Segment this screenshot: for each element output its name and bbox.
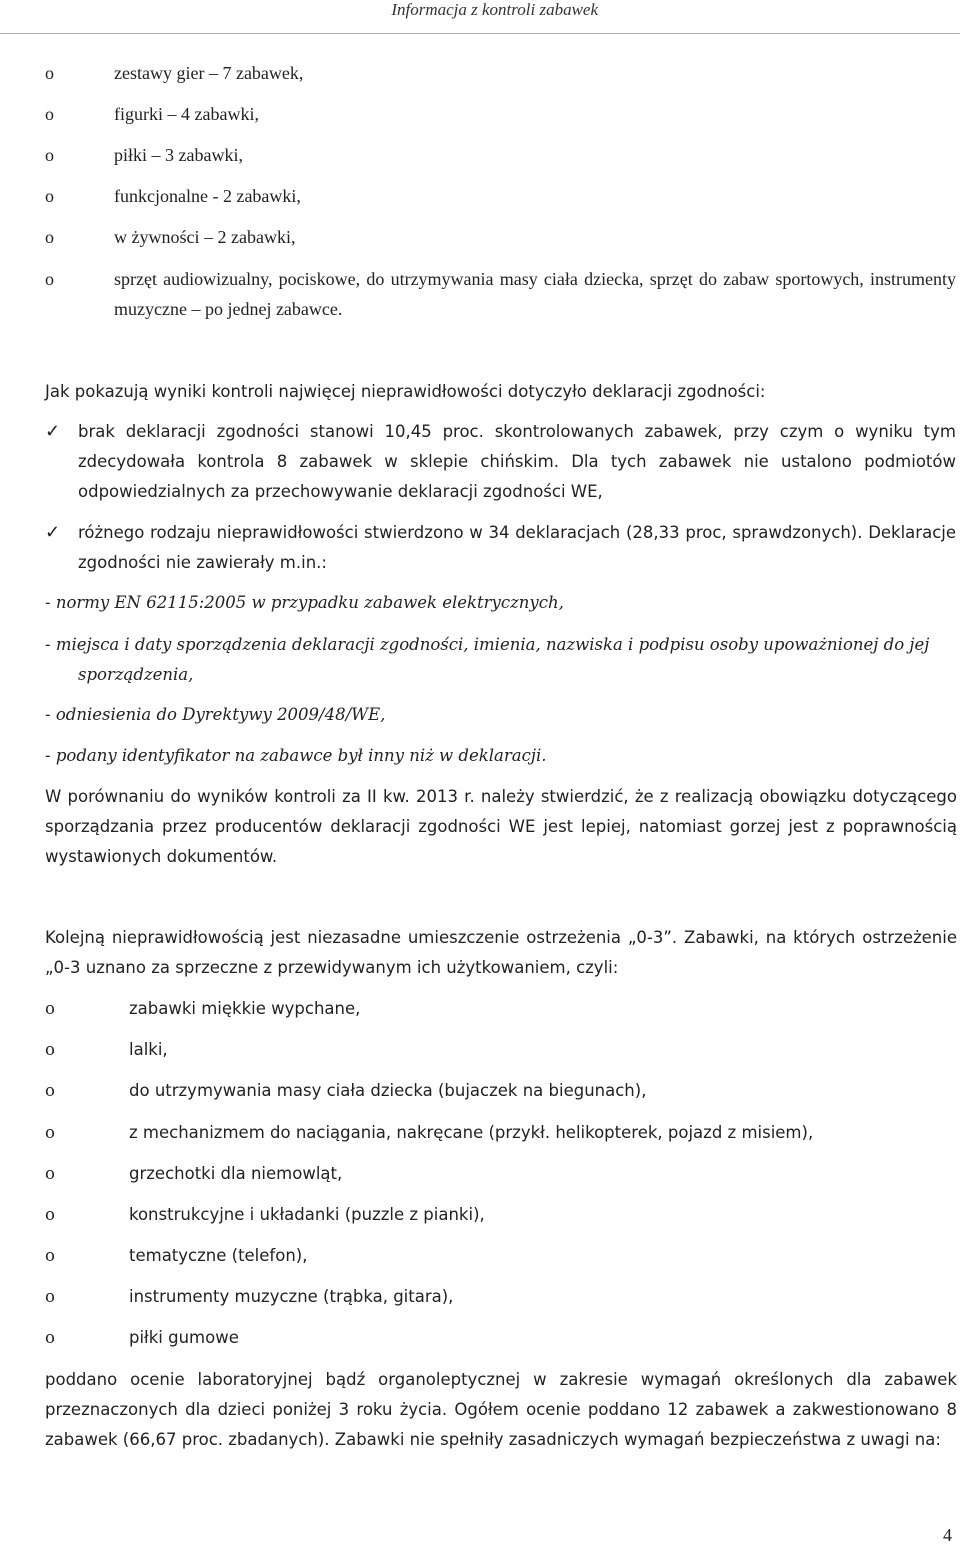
list-item: sprzęt audiowizualny, pociskowe, do utrzymywania masy ciała dziecka, sprzęt do zabaw sportowych, instrumenty muzyczne – po jednej zabawce.	[114, 269, 956, 319]
check-icon: ✓	[45, 522, 61, 543]
dash-item: - podany identyfikator na zabawce był inny niż w deklaracji.	[45, 746, 547, 765]
list-item: zabawki miękkie wypchane,	[129, 999, 361, 1018]
list-item: figurki – 4 zabawki,	[114, 104, 259, 124]
list-bullet: o	[45, 145, 54, 165]
list-bullet: o	[45, 999, 55, 1018]
page-header	[0, 0, 960, 34]
check-item: brak deklaracji zgodności stanowi 10,45 proc. skontrolowanych zabawek, przy czym o wyniku tym zdecydowała kontrola 8 zabawek w sklepie chińskim. Dla tych zabawek nie ustalono podmiotów odpowiedzialnych za przechowywanie deklaracji zgodności WE,	[78, 422, 956, 501]
list-bullet: o	[45, 1205, 55, 1224]
list-item: w żywności – 2 zabawki,	[114, 227, 296, 247]
list-item: instrumenty muzyczne (trąbka, gitara),	[129, 1287, 454, 1306]
list-item: lalki,	[129, 1040, 168, 1059]
list-bullet: o	[45, 186, 54, 206]
list-bullet: o	[45, 63, 54, 83]
list-bullet: o	[45, 227, 54, 247]
list-bullet: o	[45, 104, 54, 124]
list-bullet: o	[45, 1123, 55, 1142]
check-icon: ✓	[45, 421, 61, 442]
list-item: piłki gumowe	[129, 1328, 239, 1347]
header-title: Informacja z kontroli zabawek	[391, 0, 598, 19]
list-item: zestawy gier – 7 zabawek,	[114, 63, 304, 83]
dash-item: - normy EN 62115:2005 w przypadku zabawek elektrycznych,	[45, 593, 564, 612]
list-bullet: o	[45, 1287, 55, 1306]
list-bullet: o	[45, 1246, 55, 1265]
list-item: z mechanizmem do naciągania, nakręcane (przykł. helikopterek, pojazd z misiem),	[129, 1123, 814, 1142]
list-bullet: o	[45, 1328, 55, 1347]
list-bullet: o	[45, 1164, 55, 1183]
page-number: 4	[943, 1525, 952, 1545]
dash-item: - odniesienia do Dyrektywy 2009/48/WE,	[45, 705, 386, 724]
list-bullet: o	[45, 1081, 55, 1100]
check-item: różnego rodzaju nieprawidłowości stwierdzono w 34 deklaracjach (28,33 proc, sprawdzonych). Deklaracje zgodności nie zawierały m.in.:	[78, 523, 956, 572]
list-item: grzechotki dla niemowląt,	[129, 1164, 343, 1183]
list-bullet: o	[45, 269, 54, 289]
header-rule	[0, 33, 960, 34]
list-item: piłki – 3 zabawki,	[114, 145, 243, 165]
paragraph-assessment: poddano ocenie laboratoryjnej bądź organoleptycznej w zakresie wymagań określonych dla zabawek przeznaczonych dla dzieci poniżej 3 roku życia. Ogółem ocenie poddano 12 zabawek a zakwestionowano 8 zabawek (66,67 proc. zbadanych). Zabawki nie spełniły zasadniczych wymagań bezpieczeństwa z uwagi na:	[45, 1370, 957, 1449]
list-item: konstrukcyjne i układanki (puzzle z pianki),	[129, 1205, 485, 1224]
paragraph-warning: Kolejną nieprawidłowością jest niezasadne umieszczenie ostrzeżenia „0-3”. Zabawki, na których ostrzeżenie „0-3 uznano za sprzeczne z przewidywanym ich użytkowaniem, czyli:	[45, 928, 957, 977]
list-bullet: o	[45, 1040, 55, 1059]
list-item: tematyczne (telefon),	[129, 1246, 308, 1265]
dash-item: - miejsca i daty sporządzenia deklaracji zgodności, imienia, nazwiska i podpisu osoby upoważnionej do jej sporządzenia,	[45, 635, 930, 684]
list-item: do utrzymywania masy ciała dziecka (bujaczek na biegunach),	[129, 1081, 647, 1100]
paragraph-intro: Jak pokazują wyniki kontroli najwięcej nieprawidłowości dotyczyło deklaracji zgodności:	[45, 382, 766, 401]
paragraph-comparison: W porównaniu do wyników kontroli za II kw. 2013 r. należy stwierdzić, że z realizacją obowiązku dotyczącego sporządzania przez producentów deklaracji zgodności WE jest lepiej, natomiast gorzej jest z poprawnością wystawionych dokumentów.	[45, 787, 957, 866]
list-item: funkcjonalne - 2 zabawki,	[114, 186, 301, 206]
